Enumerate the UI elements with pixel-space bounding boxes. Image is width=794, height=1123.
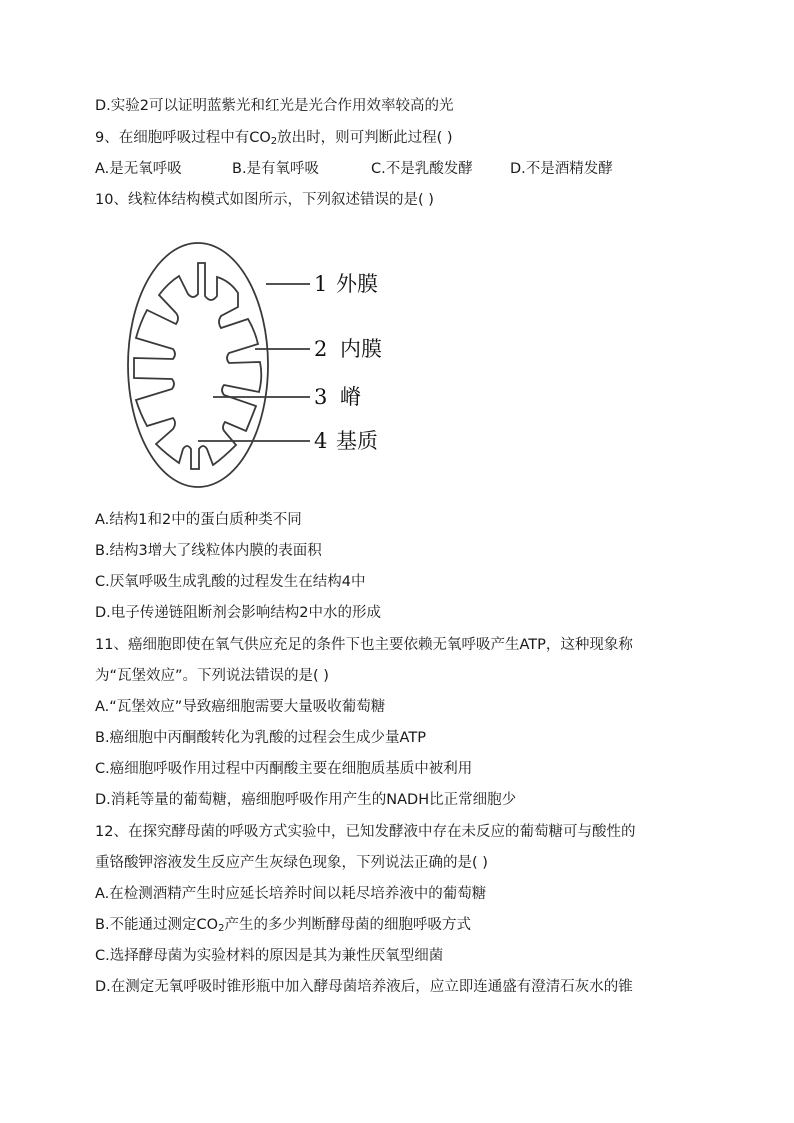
inner-membrane-shape [134,263,261,469]
question-11-stem-line2: 为“瓦堡效应”。下列说法错误的是( ) [95,668,329,684]
label-3-text: 嵴 [340,385,361,409]
question-12-stem-line1: 12、在探究酵母菌的呼吸方式实验中，已知发酵液中存在未反应的葡萄糖可与酸性的 [95,824,636,840]
q11-option-d: D.消耗等量的葡萄糖，癌细胞呼吸作用产生的NADH比正常细胞少 [95,792,517,808]
label-3-number: 3 [314,385,328,409]
q12-option-b-text: B.不能通过测定CO [95,917,219,933]
q9-stem-text: 9、在细胞呼吸过程中有CO [95,130,271,146]
q12-option-d: D.在测定无氧呼吸时锥形瓶中加入酵母菌培养液后，应立即连通盛有澄清石灰水的锥 [95,979,633,995]
label-1-number: 1 [314,272,328,296]
q9-option-c: C.不是乳酸发酵 [371,161,473,177]
q11-option-b: B.癌细胞中丙酮酸转化为乳酸的过程会生成少量ATP [95,730,426,746]
question-10-stem: 10、线粒体结构模式如图所示，下列叙述错误的是( ) [95,192,434,208]
q9-option-a: A.是无氧呼吸 [95,161,182,177]
q9-stem-subscript: 2 [270,136,278,147]
q10-option-c: C.厌氧呼吸生成乳酸的过程发生在结构4中 [95,574,366,590]
q9-stem-text-end: 放出时，则可判断此过程( ) [277,130,453,146]
question-11-stem-line1: 11、癌细胞即使在氧气供应充足的条件下也主要依赖无氧呼吸产生ATP，这种现象称 [95,637,633,653]
q12-option-b-text-end: 产生的多少判断酵母菌的细胞呼吸方式 [224,917,471,933]
q10-option-b: B.结构3增大了线粒体内膜的表面积 [95,543,322,559]
mitochondrion-diagram [118,232,408,502]
label-2-number: 2 [314,337,328,361]
q12-option-b-subscript: 2 [218,923,225,934]
label-4-text: 基质 [336,429,378,453]
q9-option-d: D.不是酒精发酵 [510,161,613,177]
question-9-options [95,159,715,179]
q10-option-d: D.电子传递链阻断剂会影响结构2中水的形成 [95,605,381,621]
q10-option-a: A.结构1和2中的蛋白质种类不同 [95,512,302,528]
q11-option-a: A.“瓦堡效应”导致癌细胞需要大量吸收葡萄糖 [95,699,386,715]
label-2-text: 内膜 [340,337,382,361]
question-12-stem-line2: 重铬酸钾溶液发生反应产生灰绿色现象，下列说法正确的是( ) [95,855,488,871]
prev-option-d: D.实验2可以证明蓝紫光和红光是光合作用效率较高的光 [95,98,454,114]
label-1-text: 外膜 [336,272,378,296]
q12-option-c: C.选择酵母菌为实验材料的原因是其为兼性厌氧型细菌 [95,948,444,964]
q11-option-c: C.癌细胞呼吸作用过程中丙酮酸主要在细胞质基质中被利用 [95,761,473,777]
q12-option-a: A.在检测酒精产生时应延长培养时间以耗尽培养液中的葡萄糖 [95,886,487,902]
question-9-stem [95,128,453,148]
q9-option-b: B.是有氧呼吸 [232,161,320,177]
q12-option-b [95,915,471,935]
label-4-number: 4 [314,429,328,453]
